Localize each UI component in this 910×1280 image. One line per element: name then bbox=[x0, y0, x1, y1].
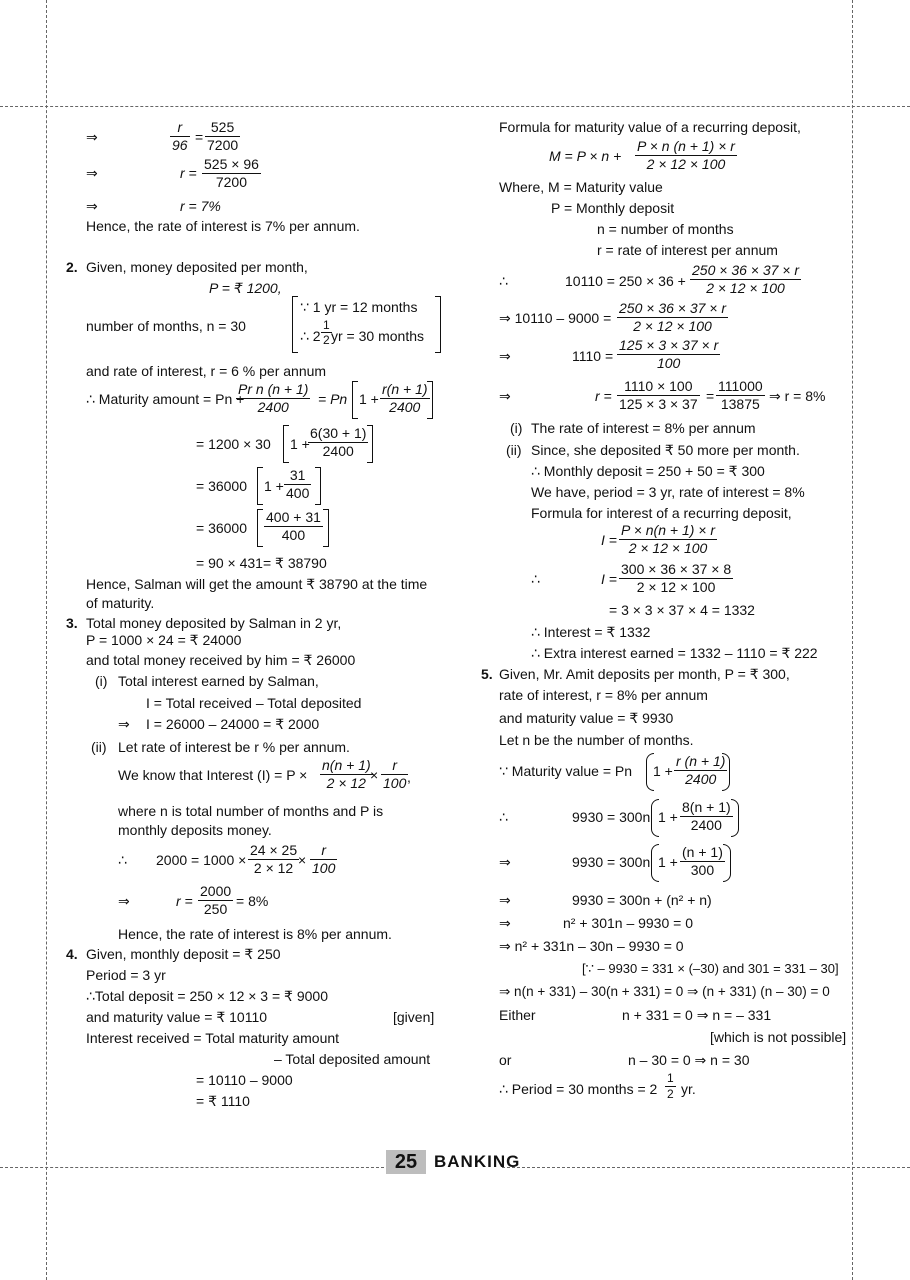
right-margin-line bbox=[852, 0, 853, 1280]
q3-ii-text: Let rate of interest be r % per annum. bbox=[118, 739, 350, 755]
q5-period-frac: $\frac{1}{2}$ bbox=[667, 1071, 674, 1101]
r-i-label: (i) bbox=[510, 420, 523, 436]
q2-step5: = 90 × 431= ₹ 38790 bbox=[196, 555, 327, 571]
q3-eq1: 2000 = 1000 × bbox=[156, 852, 247, 868]
fraction-half: $\frac{1}{2}$ bbox=[323, 318, 330, 347]
q5-e6: ⇒ n(n + 331) – 30(n + 331) = 0 ⇒ (n + 331) (n – 30) = 0 bbox=[499, 984, 830, 999]
q3-r-result: = 8% bbox=[236, 893, 269, 909]
q4-interest: Interest received = Total maturity amount bbox=[86, 1030, 340, 1046]
r-e4-eq: = bbox=[706, 388, 715, 404]
r-ii-interest: ∴ Interest = ₹ 1332 bbox=[531, 624, 651, 640]
bracket-right bbox=[323, 509, 329, 547]
top-margin-line bbox=[0, 106, 910, 107]
r-e3-arrow: ⇒ bbox=[499, 348, 511, 364]
q2-frac1: $\frac{\text{Pr n (n + 1)}}{2400}$ bbox=[238, 381, 309, 415]
r-e2: ⇒ 10110 – 9000 = bbox=[499, 310, 612, 326]
q3-know-frac: $\frac{n(n + 1)}{2 \times 12}$ bbox=[322, 757, 371, 791]
q2-principal: P = ₹ 1200, bbox=[209, 280, 282, 296]
q3-where-1: where n is total number of months and P is bbox=[118, 803, 384, 819]
q4-intro: Given, monthly deposit = ₹ 250 bbox=[86, 946, 281, 962]
r-e3: 1110 = bbox=[572, 348, 614, 364]
r-i-text: The rate of interest = 8% per annum bbox=[531, 420, 756, 436]
q2-maturity-label: ∴ Maturity amount = Pn + bbox=[86, 391, 245, 407]
bracket-right bbox=[427, 381, 433, 419]
q5-or-eq: n – 30 = 0 ⇒ n = 30 bbox=[628, 1052, 750, 1068]
fraction-525-over-7200: $\frac{525}{7200}$ bbox=[207, 119, 239, 153]
q3-therefore: ∴ bbox=[118, 852, 127, 868]
q5-e2-arrow: ⇒ bbox=[499, 854, 511, 870]
question-number-5: 5. bbox=[481, 666, 493, 682]
q5-period-yr: yr. bbox=[681, 1081, 696, 1097]
section-title: BANKING bbox=[434, 1152, 521, 1171]
r-e1-frac: $\frac{250 \times 36 \times 37 \times r}{2 \times 12 \times 100}$ bbox=[692, 262, 800, 296]
q4-total: ∴Total deposit = 250 × 12 × 3 = ₹ 9000 bbox=[86, 988, 328, 1004]
r-m-eq: M = P × n + bbox=[549, 148, 622, 164]
r-e2-frac: $\frac{250 \times 36 \times 37 \times r}{2 \times 12 \times 100}$ bbox=[619, 300, 727, 334]
q2-bracket-line2b: yr = 30 months bbox=[331, 328, 424, 344]
q2-conclusion-2: of maturity. bbox=[86, 595, 155, 611]
q2-intro: Given, money deposited per month, bbox=[86, 259, 308, 275]
question-number-3: 3. bbox=[66, 615, 78, 631]
bracket-left bbox=[292, 296, 298, 353]
r-ii-I2-frac: $\frac{300 \times 36 \times 37 \times 8}{2 \times 12 \times 100}$ bbox=[621, 561, 732, 595]
r-equals: r = bbox=[180, 165, 197, 181]
r-e4-frac: $\frac{1110 \times 100}{125 \times 3 \times 37}$ bbox=[619, 378, 698, 412]
q3-know: We know that Interest (I) = P × bbox=[118, 767, 308, 783]
q5-mv-frac: $\frac{r (n + 1)}{2400}$ bbox=[676, 753, 726, 787]
conclusion-q1: Hence, the rate of interest is 7% per annum. bbox=[86, 218, 360, 234]
q4-given: [given] bbox=[393, 1009, 435, 1025]
q5-or: or bbox=[499, 1052, 512, 1068]
q5-maturity: and maturity value = ₹ 9930 bbox=[499, 710, 674, 726]
r-r-def: r = rate of interest per annum bbox=[597, 242, 778, 258]
r-e4: r = bbox=[595, 388, 612, 404]
q3-eq1-times: × bbox=[298, 852, 307, 868]
q3-know-frac-r: $\frac{r}{100}$ bbox=[383, 757, 407, 791]
bracket-right bbox=[367, 425, 373, 463]
q3-eq1-frac: $\frac{24 \times 25}{2 \times 12}$ bbox=[250, 842, 298, 876]
equals-1: = bbox=[195, 129, 204, 145]
q2-step3: = 36000 bbox=[196, 478, 247, 494]
q2-step4-frac: $\frac{400 + 31}{400}$ bbox=[266, 509, 321, 543]
q5-e4-arrow: ⇒ bbox=[499, 915, 511, 931]
paren-right bbox=[731, 799, 739, 837]
q3-r-frac: $\frac{2000}{250}$ bbox=[200, 883, 232, 917]
r-n-def: n = number of months bbox=[597, 221, 734, 237]
q5-e3-arrow: ⇒ bbox=[499, 892, 511, 908]
bracket-left bbox=[352, 381, 358, 419]
r-where: Where, M = Maturity value bbox=[499, 179, 663, 195]
q5-either: Either bbox=[499, 1007, 536, 1023]
paren-right bbox=[723, 844, 731, 882]
q2-conclusion-1: Hence, Salman will get the amount ₹ 38790 at the time bbox=[86, 576, 428, 592]
question-number-4: 4. bbox=[66, 946, 78, 962]
fraction-525x96-over-7200: $\frac{525 \times 96}{7200}$ bbox=[204, 156, 259, 190]
r-ii-label: (ii) bbox=[506, 442, 522, 458]
r-formula-intro: Formula for maturity value of a recurring deposit, bbox=[499, 119, 801, 135]
r-e4-arrow: ⇒ bbox=[499, 388, 511, 404]
q5-intro: Given, Mr. Amit deposits per month, P = ₹ 300, bbox=[499, 666, 790, 682]
q2-step3-frac: $\frac{31}{400}$ bbox=[286, 467, 310, 501]
question-number-2: 2. bbox=[66, 259, 78, 275]
bottom-margin-line-right bbox=[502, 1167, 910, 1168]
bracket-left bbox=[257, 509, 263, 547]
q5-mv-one: 1 + bbox=[653, 763, 673, 779]
left-margin-line bbox=[46, 0, 47, 1280]
q3-ii-label: (ii) bbox=[91, 739, 107, 755]
q4-interest-2: – Total deposited amount bbox=[274, 1051, 431, 1067]
q2-bracket-line2a: ∴ 2 bbox=[300, 328, 321, 344]
r-ii-have: We have, period = 3 yr, rate of interest = 8% bbox=[531, 484, 805, 500]
q2-rate: and rate of interest, r = 6 % per annum bbox=[86, 363, 327, 379]
q3-arrow2: ⇒ bbox=[118, 893, 130, 909]
r-ii-therefore: ∴ bbox=[531, 571, 540, 587]
paren-right bbox=[722, 753, 730, 791]
bracket-right bbox=[435, 296, 441, 353]
r-p-def: P = Monthly deposit bbox=[551, 200, 675, 216]
q5-e5-reason: [∵ – 9930 = 331 × (–30) and 301 = 331 – 30] bbox=[582, 961, 839, 976]
r-ii-I2: I = bbox=[601, 571, 617, 587]
r-ii-extra: ∴ Extra interest earned = 1332 – 1110 = ₹ 222 bbox=[531, 645, 818, 661]
q5-not-possible: [which is not possible] bbox=[710, 1029, 847, 1045]
q2-step3-one: 1 + bbox=[264, 478, 284, 494]
page-number: 25 bbox=[394, 1151, 418, 1173]
fraction-r-over-96: $\frac{r}{96}$ bbox=[172, 119, 188, 153]
r-ii-formula: Formula for interest of a recurring deposit, bbox=[531, 505, 792, 521]
q5-e1-therefore: ∴ bbox=[499, 809, 508, 825]
q5-e1-one: 1 + bbox=[658, 809, 678, 825]
q2-eq-pn: = Pn bbox=[318, 391, 348, 407]
q2-step4: = 36000 bbox=[196, 520, 247, 536]
q5-e2-one: 1 + bbox=[658, 854, 678, 870]
q2-bracket-line1: ∵ 1 yr = 12 months bbox=[300, 299, 418, 315]
q3-hence: Hence, the rate of interest is 8% per annum. bbox=[118, 926, 392, 942]
q5-e3: 9930 = 300n + (n² + n) bbox=[572, 892, 712, 908]
r-e4-result: ⇒ r = 8% bbox=[769, 388, 826, 404]
r-ii-I-frac: $\frac{P \times n(n + 1) \times r}{2 \times 12 \times 100}$ bbox=[621, 522, 716, 556]
q2-step2: = 1200 × 30 bbox=[196, 436, 271, 452]
q2-frac2: $\frac{r(n + 1)}{2400}$ bbox=[382, 381, 428, 415]
q3-i-arrow: ⇒ bbox=[118, 716, 130, 732]
q5-e1-frac: $\frac{8(n + 1)}{2400}$ bbox=[682, 799, 731, 833]
q4-period: Period = 3 yr bbox=[86, 967, 166, 983]
q5-let: Let n be the number of months. bbox=[499, 732, 694, 748]
q4-step1: = 10110 – 9000 bbox=[196, 1072, 293, 1088]
q5-e1: 9930 = 300n bbox=[572, 809, 651, 825]
q5-period: ∴ Period = 30 months = 2 bbox=[499, 1081, 658, 1097]
r-ii-monthly: ∴ Monthly deposit = 250 + 50 = ₹ 300 bbox=[531, 463, 765, 479]
r-e4-frac2: $\frac{111000}{13875}$ bbox=[718, 378, 763, 412]
r-ii-result: = 3 × 3 × 37 × 4 = 1332 bbox=[609, 602, 755, 618]
implies-3: ⇒ bbox=[86, 198, 98, 214]
bracket-right bbox=[315, 467, 321, 505]
r-m-frac: $\frac{P \times n (n + 1) \times r}{2 \times 12 \times 100}$ bbox=[637, 138, 735, 172]
q3-eq1-frac-r: $\frac{r}{100}$ bbox=[312, 842, 336, 876]
q5-mv: ∵ Maturity value = Pn bbox=[499, 763, 633, 779]
q3-where-2: monthly deposits money. bbox=[118, 822, 272, 838]
q3-intro: Total money deposited by Salman in 2 yr, bbox=[86, 615, 342, 631]
bottom-margin-line bbox=[0, 1167, 384, 1168]
q5-either-eq: n + 331 = 0 ⇒ n = – 331 bbox=[622, 1007, 772, 1023]
bracket-left bbox=[257, 467, 263, 505]
q3-know-comma: , bbox=[407, 769, 411, 785]
r-e1: 10110 = 250 × 36 + bbox=[565, 273, 686, 289]
q2-one-plus: 1 + bbox=[359, 391, 379, 407]
implies-1: ⇒ bbox=[86, 129, 98, 145]
q3-principal: P = 1000 × 24 = ₹ 24000 bbox=[86, 632, 242, 648]
q5-e2: 9930 = 300n bbox=[572, 854, 651, 870]
q2-step2-frac: $\frac{6(30 + 1)}{2400}$ bbox=[310, 425, 367, 459]
q5-e4: n² + 301n – 9930 = 0 bbox=[563, 915, 693, 931]
q3-i-label: (i) bbox=[95, 673, 108, 689]
q2-step2-one: 1 + bbox=[290, 436, 310, 452]
q3-i-text: Total interest earned by Salman, bbox=[118, 673, 319, 689]
implies-2: ⇒ bbox=[86, 165, 98, 181]
q3-i-value: I = 26000 – 24000 = ₹ 2000 bbox=[146, 716, 320, 732]
r-e3-frac: $\frac{125 \times 3 \times 37 \times r}{100}$ bbox=[619, 337, 719, 371]
q4-step2: = ₹ 1110 bbox=[196, 1093, 250, 1109]
r-result: r = 7% bbox=[180, 198, 221, 214]
q5-rate: rate of interest, r = 8% per annum bbox=[499, 687, 708, 703]
q2-number-months: number of months, n = 30 bbox=[86, 318, 246, 334]
q3-received: and total money received by him = ₹ 26000 bbox=[86, 652, 356, 668]
q3-i-eq: I = Total received – Total deposited bbox=[146, 695, 362, 711]
q5-e5: ⇒ n² + 331n – 30n – 9930 = 0 bbox=[499, 938, 684, 954]
q4-maturity: and maturity value = ₹ 10110 bbox=[86, 1009, 268, 1025]
bracket-left bbox=[283, 425, 289, 463]
q5-e2-frac: $\frac{(n + 1)}{300}$ bbox=[682, 844, 723, 878]
r-ii-I: I = bbox=[601, 532, 617, 548]
r-e1-therefore: ∴ bbox=[499, 273, 508, 289]
r-ii-text: Since, she deposited ₹ 50 more per month. bbox=[531, 442, 800, 458]
q3-r: r = bbox=[176, 893, 193, 909]
q3-know-times: × bbox=[370, 767, 379, 783]
